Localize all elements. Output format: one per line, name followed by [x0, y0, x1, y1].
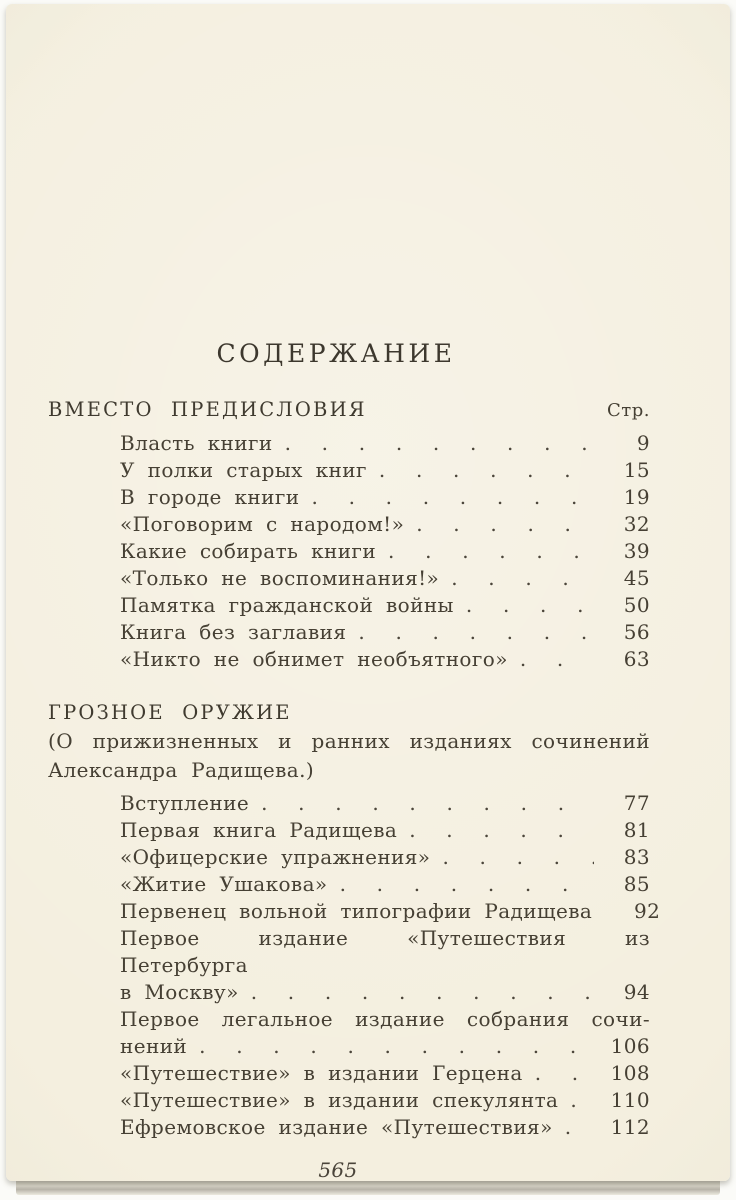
toc-entry-page: 110 [610, 1088, 650, 1112]
toc-section [48, 699, 661, 1141]
dot-leader [251, 979, 594, 1006]
dot-leader [565, 1114, 594, 1141]
dot-leader [379, 457, 594, 484]
toc-entries [48, 790, 661, 1141]
toc-entry [120, 925, 650, 1006]
toc-entry-title: Власть книги [120, 431, 273, 455]
dot-leader [451, 565, 594, 592]
toc-entry-row [120, 871, 650, 898]
toc-entry-row [120, 511, 650, 538]
toc-entry-row [120, 430, 650, 457]
toc-entry-title: в Москву» [120, 980, 239, 1004]
toc-entry-title: нений [120, 1034, 188, 1058]
toc-entry-row [120, 538, 650, 565]
toc-entry-line: Первое издание «Путешествия из Петербурга [120, 926, 650, 977]
toc-entry [120, 484, 650, 511]
dot-leader [416, 511, 594, 538]
dot-leader [520, 646, 594, 673]
toc-entry [120, 430, 650, 457]
section-heading-row [48, 699, 650, 726]
toc-entry-row [120, 457, 650, 484]
toc-entry-row [120, 844, 650, 871]
toc-entry-row [120, 817, 650, 844]
toc-entry-page: 106 [610, 1034, 650, 1058]
dot-leader [199, 1033, 594, 1060]
toc-entry-title: В городе книги [120, 485, 300, 509]
toc-entry-row [120, 565, 650, 592]
toc-entry [120, 1006, 650, 1060]
toc-entry-page: 81 [623, 818, 650, 842]
toc-entry [120, 817, 650, 844]
dot-leader [442, 844, 594, 871]
toc-entry [120, 592, 650, 619]
toc-entry-page: 94 [623, 980, 650, 1004]
toc-section [48, 396, 650, 673]
toc-entry [120, 511, 650, 538]
section-heading: ГРОЗНОЕ ОРУЖИЕ [48, 701, 292, 724]
toc-entry-page: 92 [633, 899, 661, 923]
toc-entry-title: «Никто не обнимет необъятного» [120, 647, 508, 671]
toc-entry-page: 39 [623, 539, 650, 563]
toc-entry-row [120, 646, 650, 673]
toc-entry [120, 898, 661, 925]
toc-entry-page: 112 [610, 1115, 650, 1139]
page-title: СОДЕРЖАНИЕ [216, 339, 456, 368]
section-heading-row [48, 396, 650, 424]
toc-entries [48, 430, 650, 673]
toc-entry-row [120, 619, 650, 646]
toc-entry-title: Книга без заглавия [120, 620, 347, 644]
toc-entry-title: Первенец вольной типографии Радищева [120, 899, 593, 923]
toc-entry [120, 1060, 650, 1087]
dot-leader [535, 1060, 594, 1087]
dot-leader [312, 484, 595, 511]
dot-leader [285, 430, 594, 457]
toc-entry [120, 790, 650, 817]
toc-entry-title: У полки старых книг [120, 458, 367, 482]
page-column-header: Стр. [607, 400, 650, 421]
toc-entry [120, 457, 650, 484]
toc-entry-page: 63 [623, 647, 650, 671]
dot-leader [388, 538, 594, 565]
toc-entry [120, 619, 650, 646]
toc-entry-title: Памятка гражданской войны [120, 593, 454, 617]
toc-entry-page: 32 [623, 512, 650, 536]
section-note-line: (О прижизненных и ранних изданиях сочинений [48, 729, 650, 753]
toc-entry-title: Ефремовское издание «Путешествия» [120, 1115, 553, 1139]
toc-entry-page: 83 [623, 845, 650, 869]
toc-entry-title: Какие собирать книги [120, 539, 377, 563]
toc-entry [120, 565, 650, 592]
toc-entry-title: Первая книга Радищева [120, 818, 398, 842]
toc-entry [120, 1114, 650, 1141]
toc-entry-title: «Путешествие» в издании Герцена [120, 1061, 523, 1085]
toc-entry-page: 19 [623, 485, 650, 509]
dot-leader [358, 619, 594, 646]
toc-entry [120, 844, 650, 871]
dot-leader [261, 790, 594, 817]
toc-entry-page: 85 [623, 872, 650, 896]
folio-page-number: 565 [318, 1158, 358, 1182]
toc-entry-row [120, 1060, 650, 1087]
toc-entry-title: «Житие Ушакова» [120, 872, 328, 896]
toc-entry-title: «Офицерские упражнения» [120, 845, 431, 869]
dot-leader [466, 592, 594, 619]
toc-entry-row [120, 1033, 650, 1060]
section-note-line: Александра Радищева.) [48, 758, 315, 782]
toc-entry-page: 15 [623, 458, 650, 482]
toc-entry [120, 1087, 650, 1114]
toc-entry [120, 538, 650, 565]
toc-entry-page: 108 [610, 1061, 650, 1085]
toc-entry-page: 45 [623, 566, 650, 590]
toc-entry-title: «Путешествие» в издании спекулянта [120, 1088, 559, 1112]
toc-entry [120, 646, 650, 673]
dot-leader [570, 1087, 594, 1114]
toc-entry-title: «Поговорим с народом!» [120, 512, 405, 536]
toc-entry-row [120, 592, 650, 619]
toc-entry [120, 871, 650, 898]
toc-entry-title: «Только не воспоминания!» [120, 566, 440, 590]
dot-leader [340, 871, 594, 898]
toc-entry-page: 9 [636, 431, 650, 455]
page-content [48, 4, 661, 1184]
book-page [6, 4, 730, 1181]
toc-entry-row [120, 484, 650, 511]
toc-entry-row [120, 898, 661, 925]
toc-entry-page: 50 [623, 593, 650, 617]
toc-entry-row [120, 790, 650, 817]
toc-entry-page: 56 [623, 620, 650, 644]
section-heading: ВМЕСТО ПРЕДИСЛОВИЯ [48, 398, 367, 421]
toc-entry-row [120, 1087, 650, 1114]
toc-entry-title: Вступление [120, 791, 250, 815]
toc-entry-row [120, 979, 650, 1006]
table-of-contents [48, 396, 661, 1141]
toc-entry-line: Первое легальное издание собрания сочи- [120, 1007, 650, 1031]
toc-entry-row [120, 1114, 650, 1141]
dot-leader [409, 817, 594, 844]
toc-entry-page: 77 [623, 791, 650, 815]
